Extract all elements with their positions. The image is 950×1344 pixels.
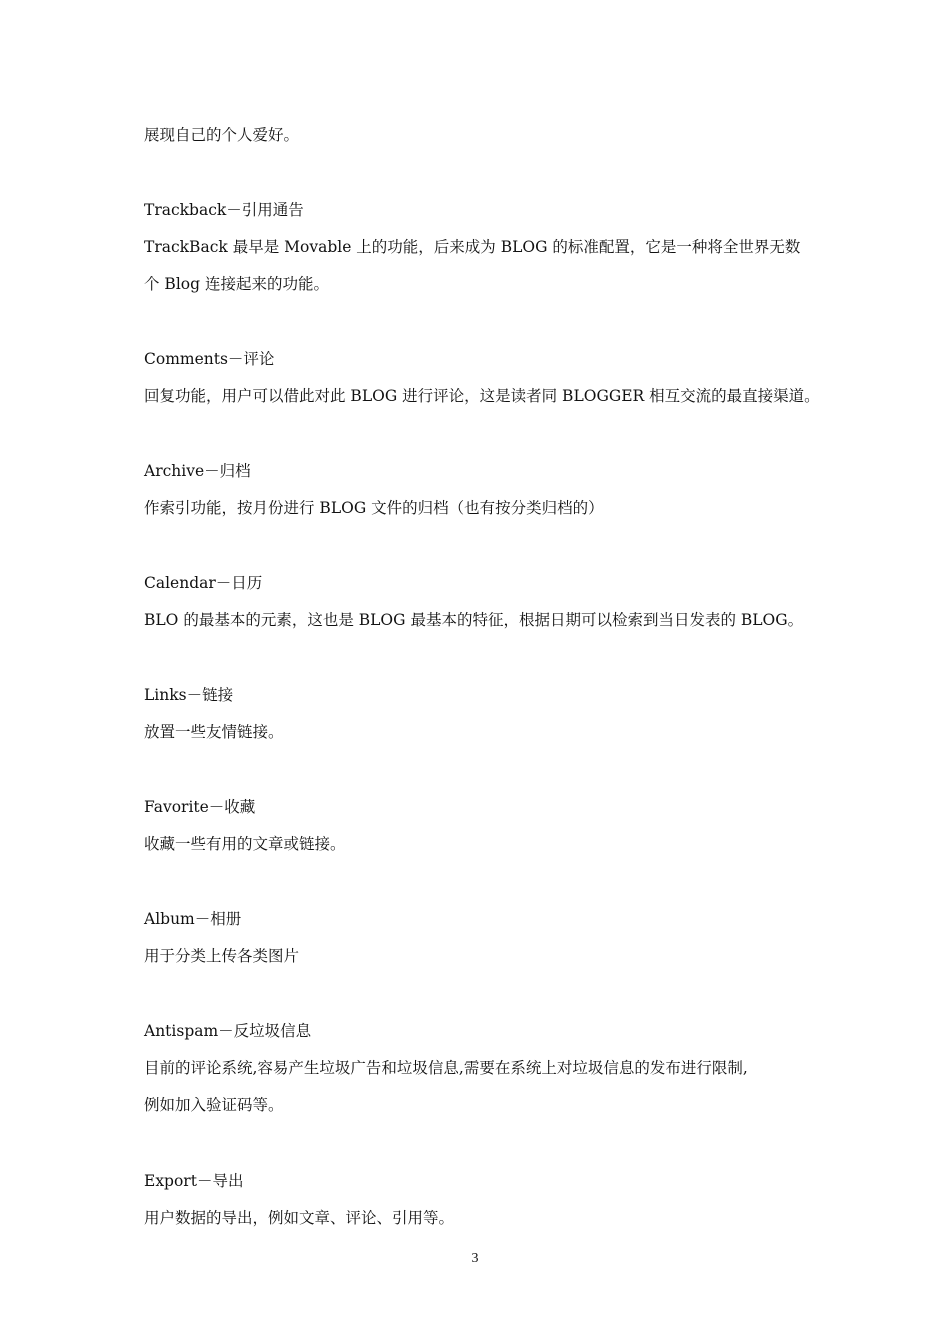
section-body-antispam-line-1: 目前的评论系统,容易产生垃圾广告和垃圾信息,需要在系统上对垃圾信息的发布进行限制,	[144, 1059, 748, 1077]
section-body-album-line-1: 用于分类上传各类图片	[144, 947, 300, 965]
section-heading-trackback: Trackback－引用通告	[144, 201, 304, 219]
section-heading-antispam: Antispam－反垃圾信息	[144, 1022, 312, 1040]
section-heading-archive: Archive－归档	[144, 462, 251, 480]
section-heading-links: Links－链接	[144, 686, 234, 704]
section-body-trackback-line-1: TrackBack 最早是 Movable 上的功能，后来成为 BLOG 的标准配置，它是一种将全世界无数	[144, 238, 801, 256]
section-body-comments-line-1: 回复功能，用户可以借此对此 BLOG 进行评论，这是读者同 BLOGGER 相互交流的最直接渠道。	[144, 387, 820, 405]
section-heading-calendar: Calendar－日历	[144, 574, 263, 592]
section-heading-comments: Comments－评论	[144, 350, 275, 368]
section-body-antispam-line-2: 例如加入验证码等。	[144, 1096, 284, 1114]
section-body-export-line-1: 用户数据的导出，例如文章、评论、引用等。	[144, 1209, 455, 1227]
section-heading-album: Album－相册	[144, 910, 242, 928]
section-body-trackback-line-2: 个 Blog 连接起来的功能。	[144, 275, 329, 293]
section-body-favorite-line-1: 收藏一些有用的文章或链接。	[144, 835, 346, 853]
section-heading-favorite: Favorite－收藏	[144, 798, 256, 816]
section-body-calendar-line-1: BLO 的最基本的元素，这也是 BLOG 最基本的特征，根据日期可以检索到当日发表的 BLOG。	[144, 611, 804, 629]
section-body-links-line-1: 放置一些友情链接。	[144, 723, 284, 741]
page-number: 3	[471, 1251, 479, 1266]
section-body-archive-line-1: 作索引功能，按月份进行 BLOG 文件的归档（也有按分类归档的）	[144, 499, 604, 517]
section-heading-export: Export－导出	[144, 1172, 244, 1190]
intro-text: 展现自己的个人爱好。	[144, 126, 300, 144]
